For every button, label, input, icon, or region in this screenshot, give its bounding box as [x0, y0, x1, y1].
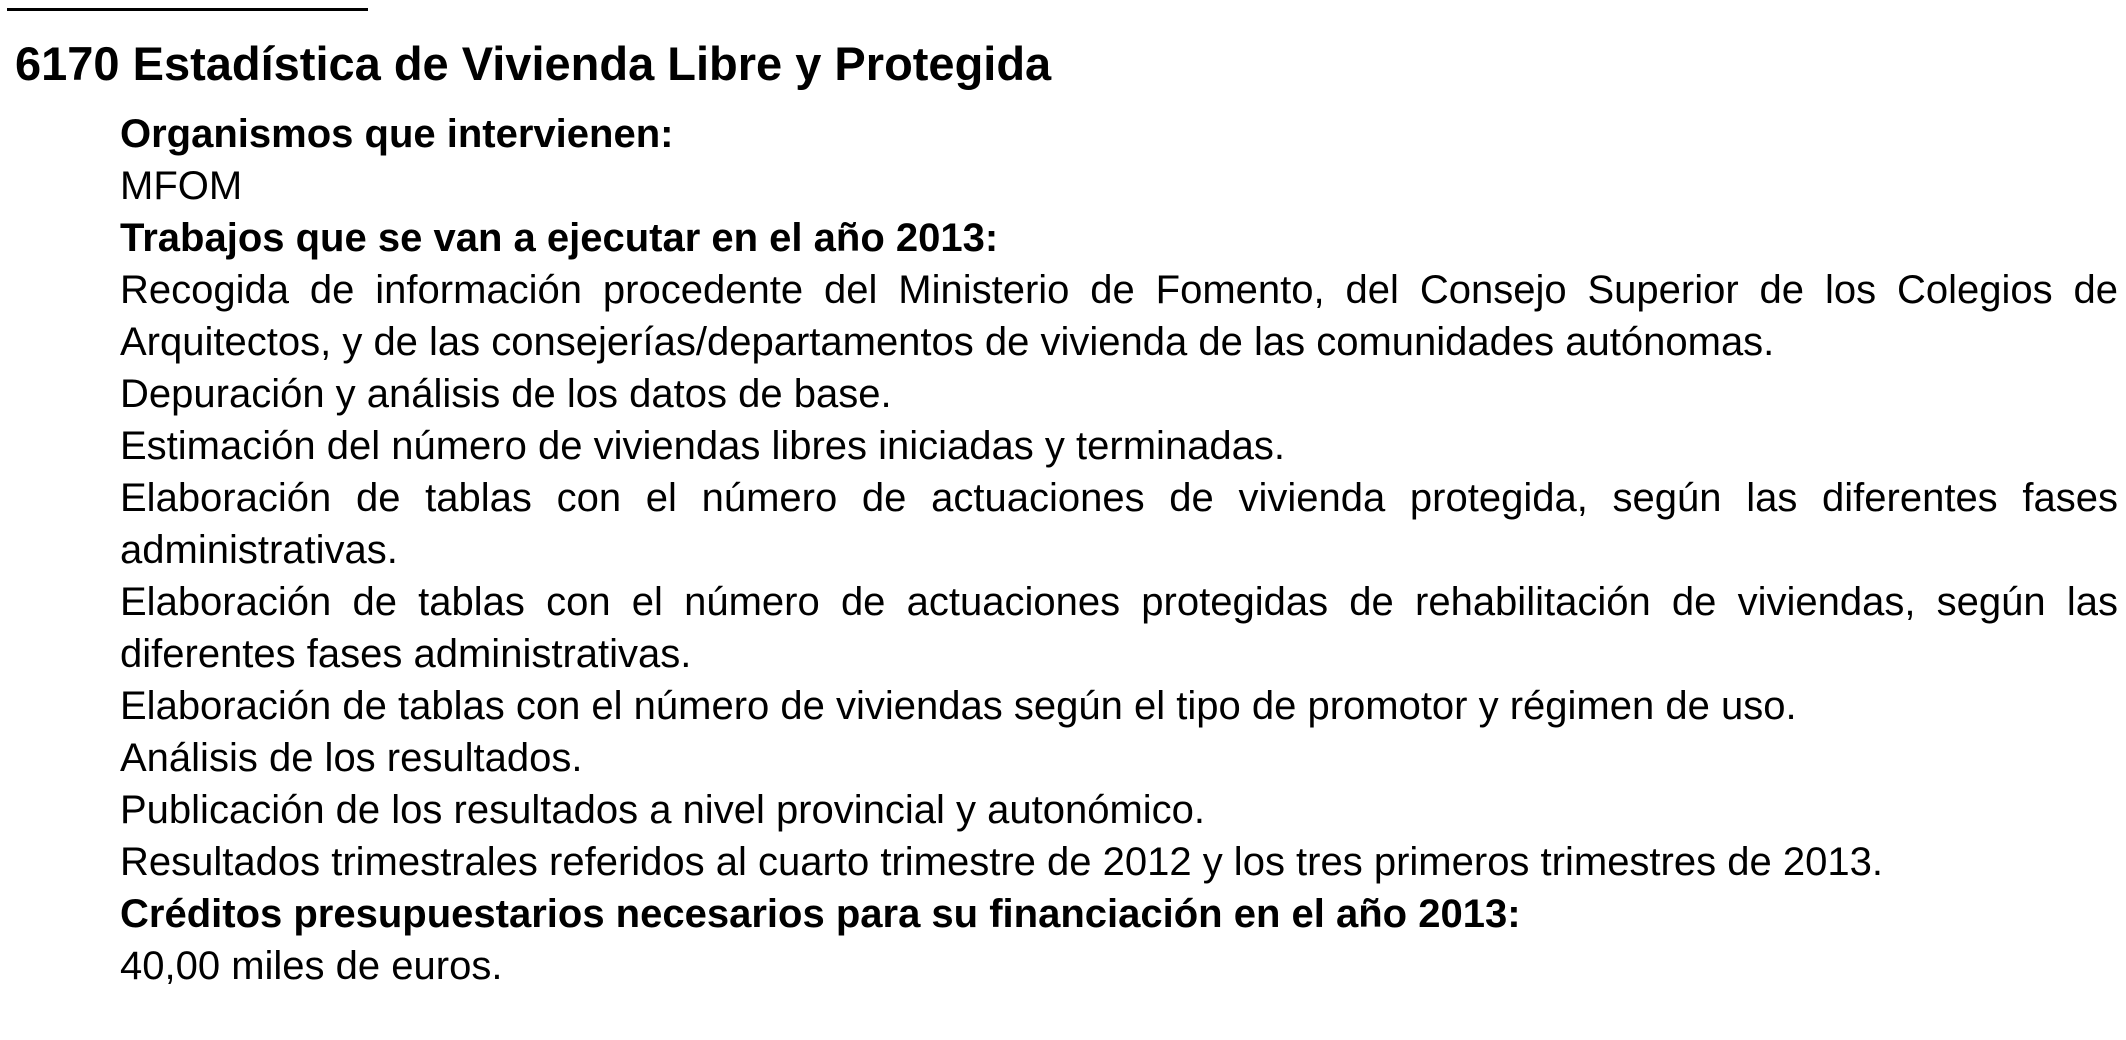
budget-heading: Créditos presupuestarios necesarios para su financiación en el año 2013: [120, 892, 1521, 936]
document-body [120, 108, 2118, 992]
works-heading: Trabajos que se van a ejecutar en el año 2013: [120, 216, 999, 260]
work-item: Elaboración de tablas con el número de actuaciones de vivienda protegida, según las diferentes fases administrativas. [120, 476, 2118, 572]
budget-value: 40,00 miles de euros. [120, 944, 503, 988]
work-item: Resultados trimestrales referidos al cuarto trimestre de 2012 y los tres primeros trimestres de 2013. [120, 840, 1883, 884]
work-item: Elaboración de tablas con el número de actuaciones protegidas de rehabilitación de viviendas, según las diferentes fases administrativas. [120, 580, 2118, 676]
work-item: Depuración y análisis de los datos de base. [120, 372, 892, 416]
footnote-separator-rule [7, 8, 368, 11]
document-title: 6170 Estadística de Vivienda Libre y Protegida [15, 37, 1052, 90]
work-item: Estimación del número de viviendas libres iniciadas y terminadas. [120, 424, 1285, 468]
organisms-value: MFOM [120, 164, 243, 208]
work-item: Recogida de información procedente del Ministerio de Fomento, del Consejo Superior de los Colegios de Arquitectos, y de las consejerías/departamentos de vivienda de las comunidades autónomas. [120, 268, 2118, 364]
work-item: Elaboración de tablas con el número de viviendas según el tipo de promotor y régimen de uso. [120, 684, 1797, 728]
organisms-heading: Organismos que intervienen: [120, 112, 674, 156]
work-item: Publicación de los resultados a nivel provincial y autonómico. [120, 788, 1206, 832]
work-item: Análisis de los resultados. [120, 736, 583, 780]
